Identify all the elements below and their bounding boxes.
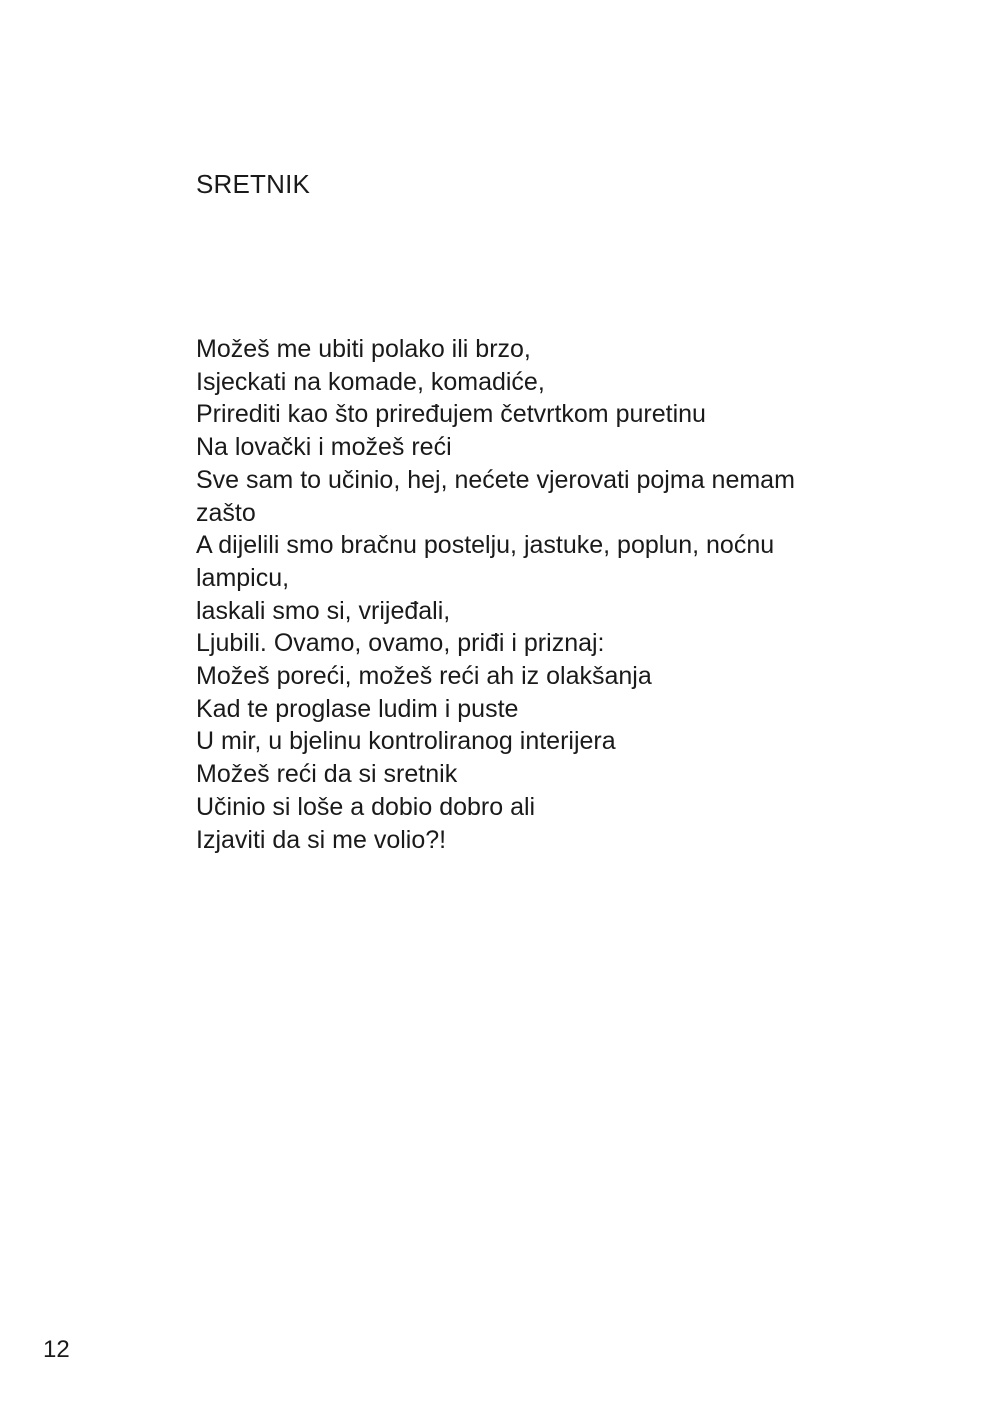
poem-line: Možeš poreći, možeš reći ah iz olakšanja bbox=[196, 662, 652, 691]
poem-line: U mir, u bjelinu kontroliranog interijera bbox=[196, 727, 616, 756]
poem-line: Na lovački i možeš reći bbox=[196, 433, 452, 462]
page-number: 12 bbox=[43, 1336, 70, 1363]
poem-line: zašto bbox=[196, 498, 256, 527]
poem-line: Ljubili. Ovamo, ovamo, priđi i priznaj: bbox=[196, 629, 605, 658]
poem-line: Možeš me ubiti polako ili brzo, bbox=[196, 335, 531, 363]
poem-title: SRETNIK bbox=[196, 169, 311, 199]
poem-line: Sve sam to učinio, hej, nećete vjerovati pojma nemam bbox=[196, 465, 795, 494]
poem-line: A dijelili smo bračnu postelju, jastuke, poplun, noćnu bbox=[196, 531, 775, 560]
poem-line: lampicu, bbox=[196, 563, 290, 592]
poem-line: Učinio si loše a dobio dobro ali bbox=[196, 792, 536, 821]
poem-line: laskali smo si, vrijeđali, bbox=[196, 596, 451, 625]
poem-line: Možeš reći da si sretnik bbox=[196, 760, 458, 789]
poem-line: Prirediti kao što priređujem četvrtkom puretinu bbox=[196, 400, 706, 429]
poem-line: Kad te proglase ludim i puste bbox=[196, 694, 519, 723]
poem-line: Izjaviti da si me volio?! bbox=[196, 825, 447, 854]
poem-body bbox=[196, 333, 896, 856]
poem-line: Isjeckati na komade, komadiće, bbox=[196, 367, 545, 396]
